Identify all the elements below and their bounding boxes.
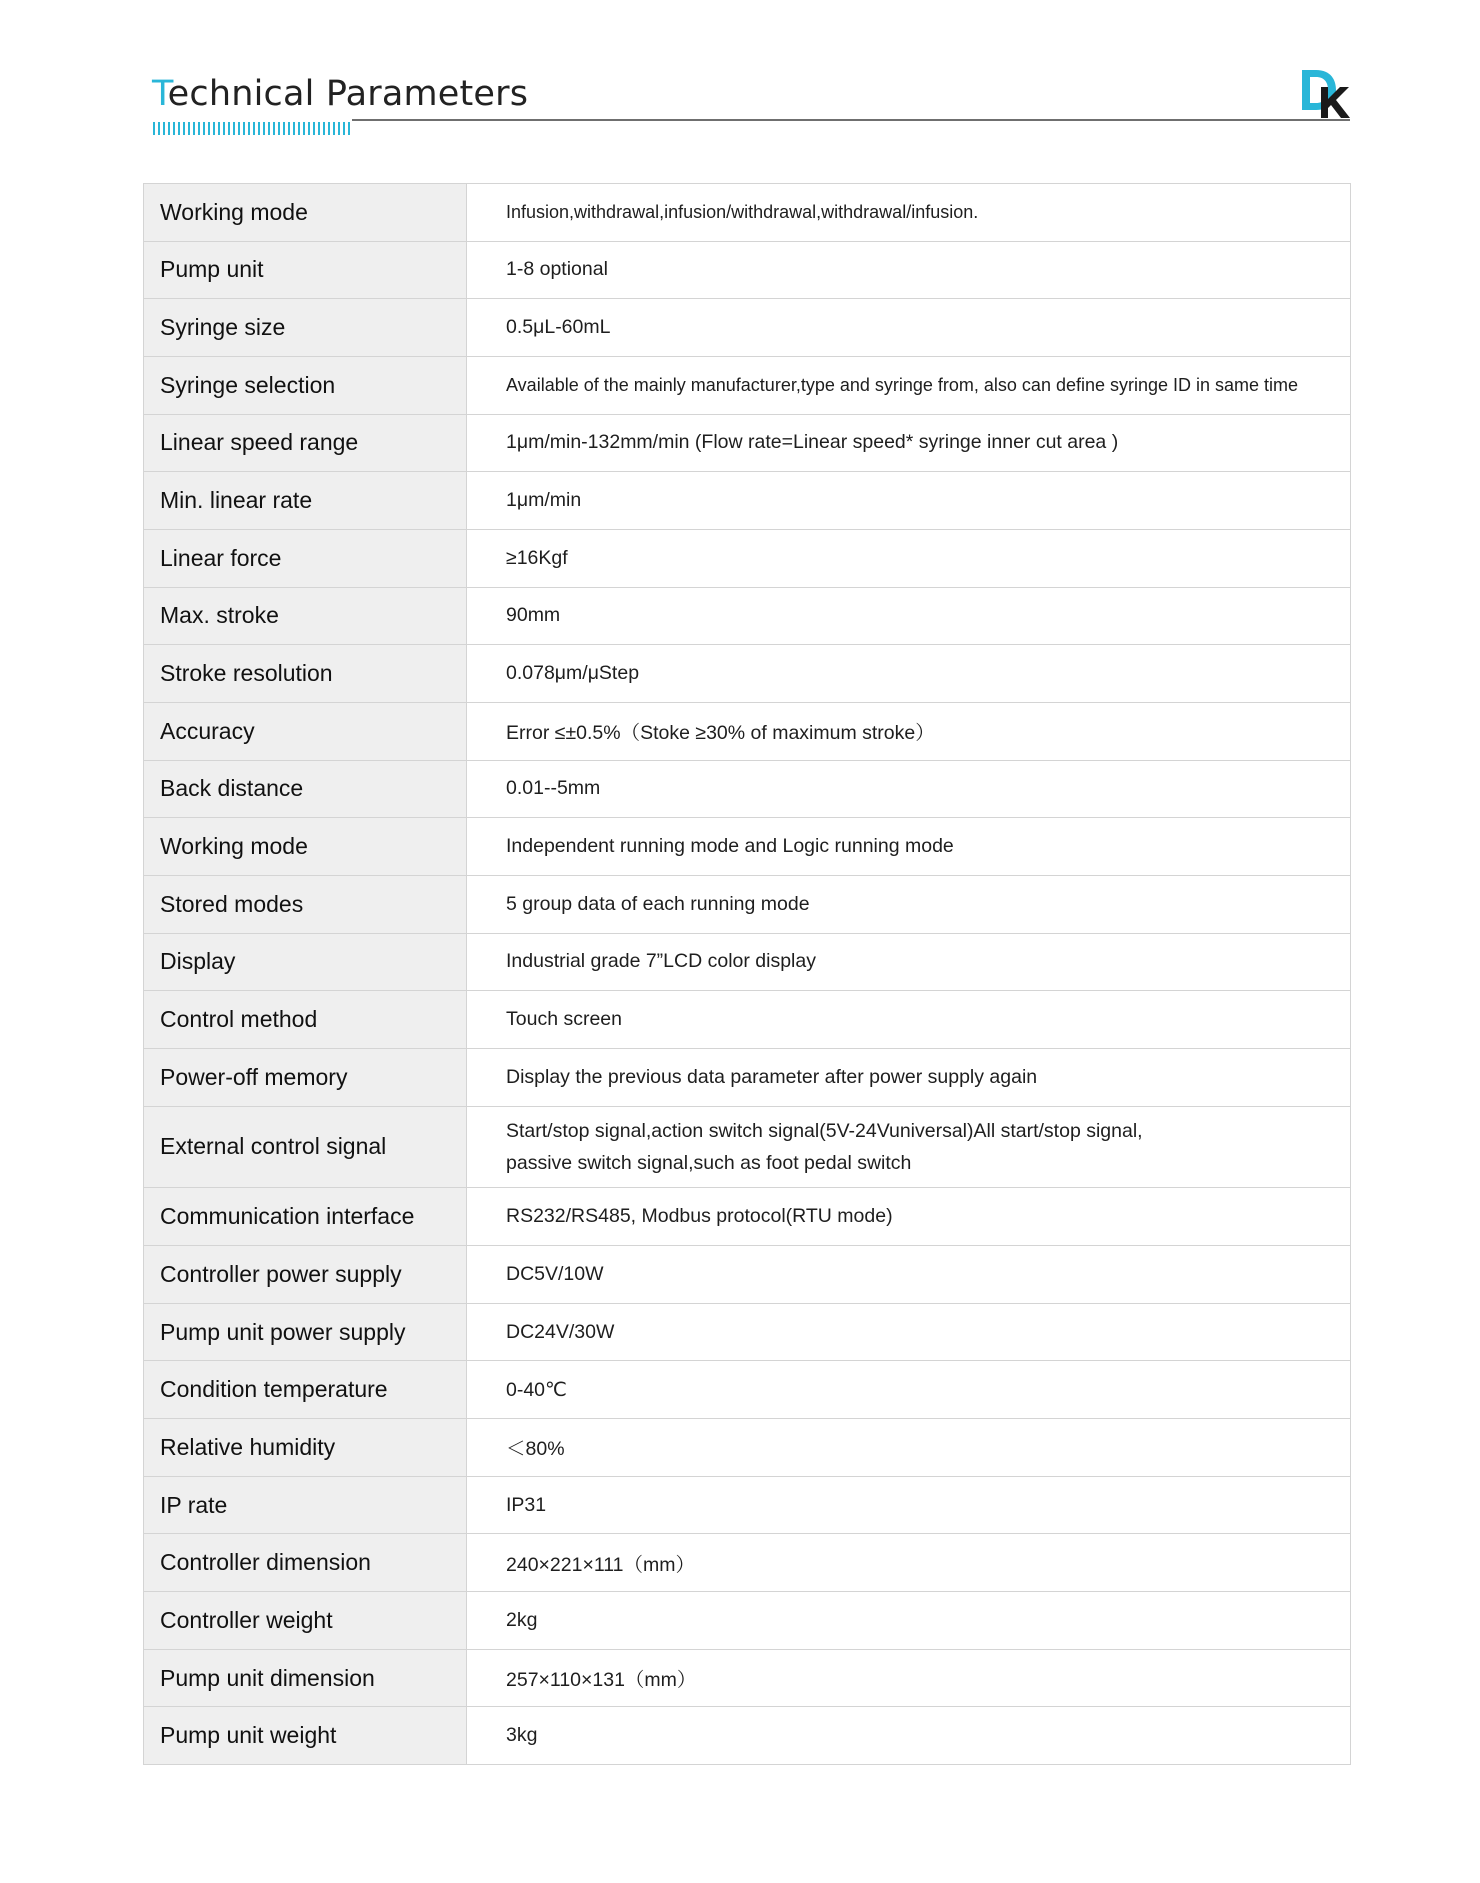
table-row: [144, 1649, 1351, 1707]
param-value-line: Start/stop signal,action switch signal(5V-24Vuniversal)All start/stop signal,: [506, 1119, 1143, 1142]
param-name: Min. linear rate: [144, 472, 467, 530]
param-value: 240×221×111（mm）: [467, 1534, 1351, 1592]
param-value: 1μm/min-132mm/min (Flow rate=Linear speed* syringe inner cut area ): [467, 414, 1351, 472]
table-row: [144, 1534, 1351, 1592]
param-value: Error ≤±0.5%（Stoke ≥30% of maximum stroke）: [467, 702, 1351, 760]
param-name: External control signal: [144, 1106, 467, 1188]
title-underline-ticks: [153, 122, 353, 135]
table-row: [144, 472, 1351, 530]
param-name: Accuracy: [144, 702, 467, 760]
param-name: Working mode: [144, 184, 467, 242]
param-name: Syringe size: [144, 299, 467, 357]
param-value: 90mm: [467, 587, 1351, 645]
param-value: 3kg: [467, 1707, 1351, 1765]
title-rest: echnical Parameters: [167, 74, 529, 114]
param-name: Syringe selection: [144, 356, 467, 414]
param-name: Max. stroke: [144, 587, 467, 645]
param-value: ≥16Kgf: [467, 529, 1351, 587]
title-initial: T: [152, 74, 168, 114]
table-row: [144, 760, 1351, 818]
table-row: [144, 1303, 1351, 1361]
param-value: 2kg: [467, 1592, 1351, 1650]
param-value: DC24V/30W: [467, 1303, 1351, 1361]
table-row: [144, 1419, 1351, 1477]
technical-parameters-table: [143, 183, 1351, 1765]
param-value: Independent running mode and Logic running mode: [467, 818, 1351, 876]
param-name: Stroke resolution: [144, 645, 467, 703]
param-value: DC5V/10W: [467, 1246, 1351, 1304]
param-value: Infusion,withdrawal,infusion/withdrawal,withdrawal/infusion.: [467, 184, 1351, 242]
param-value: 5 group data of each running mode: [467, 875, 1351, 933]
param-name: Back distance: [144, 760, 467, 818]
table-row: [144, 1106, 1351, 1188]
param-value: 257×110×131（mm）: [467, 1649, 1351, 1707]
param-name: Pump unit dimension: [144, 1649, 467, 1707]
table-row: [144, 587, 1351, 645]
table-row: [144, 645, 1351, 703]
table-row: [144, 933, 1351, 991]
param-name: Working mode: [144, 818, 467, 876]
param-value: 0.078μm/μStep: [467, 645, 1351, 703]
table-row: [144, 241, 1351, 299]
param-name: Stored modes: [144, 875, 467, 933]
table-row: [144, 184, 1351, 242]
param-value: 0.5μL-60mL: [467, 299, 1351, 357]
param-value: ＜80%: [467, 1419, 1351, 1477]
page-header: [152, 70, 1352, 140]
param-value: 0.01--5mm: [467, 760, 1351, 818]
table-row: [144, 1188, 1351, 1246]
param-value: Display the previous data parameter after power supply again: [467, 1048, 1351, 1106]
param-name: Pump unit power supply: [144, 1303, 467, 1361]
table-row: [144, 702, 1351, 760]
table-row: [144, 1592, 1351, 1650]
table-row: [144, 414, 1351, 472]
table-row: [144, 1048, 1351, 1106]
param-value: 0-40℃: [467, 1361, 1351, 1419]
table-row: [144, 1707, 1351, 1765]
param-name: Pump unit weight: [144, 1707, 467, 1765]
param-name: Control method: [144, 991, 467, 1049]
table-row: [144, 875, 1351, 933]
param-name: Relative humidity: [144, 1419, 467, 1477]
param-name: Power-off memory: [144, 1048, 467, 1106]
table-row: [144, 1361, 1351, 1419]
param-name: Controller dimension: [144, 1534, 467, 1592]
table-row: [144, 299, 1351, 357]
header-divider: [352, 119, 1350, 121]
param-value-line: passive switch signal,such as foot pedal switch: [506, 1151, 912, 1174]
table-row: [144, 991, 1351, 1049]
param-name: Communication interface: [144, 1188, 467, 1246]
table-row: [144, 529, 1351, 587]
param-value: IP31: [467, 1476, 1351, 1534]
param-value: 1μm/min: [467, 472, 1351, 530]
table-row: [144, 356, 1351, 414]
param-value: RS232/RS485, Modbus protocol(RTU mode): [467, 1188, 1351, 1246]
param-name: Controller weight: [144, 1592, 467, 1650]
param-name: IP rate: [144, 1476, 467, 1534]
param-value: 1-8 optional: [467, 241, 1351, 299]
table-row: [144, 1246, 1351, 1304]
page-title: [152, 74, 528, 114]
param-name: Controller power supply: [144, 1246, 467, 1304]
param-name: Condition temperature: [144, 1361, 467, 1419]
param-value: [467, 1106, 1351, 1188]
param-name: Display: [144, 933, 467, 991]
param-name: Linear force: [144, 529, 467, 587]
param-name: Pump unit: [144, 241, 467, 299]
dk-logo-icon: [1298, 66, 1354, 120]
table-row: [144, 1476, 1351, 1534]
param-value: Available of the mainly manufacturer,type and syringe from, also can define syringe ID in same time: [467, 356, 1351, 414]
param-name: Linear speed range: [144, 414, 467, 472]
table-row: [144, 818, 1351, 876]
param-value: Touch screen: [467, 991, 1351, 1049]
param-value: Industrial grade 7”LCD color display: [467, 933, 1351, 991]
